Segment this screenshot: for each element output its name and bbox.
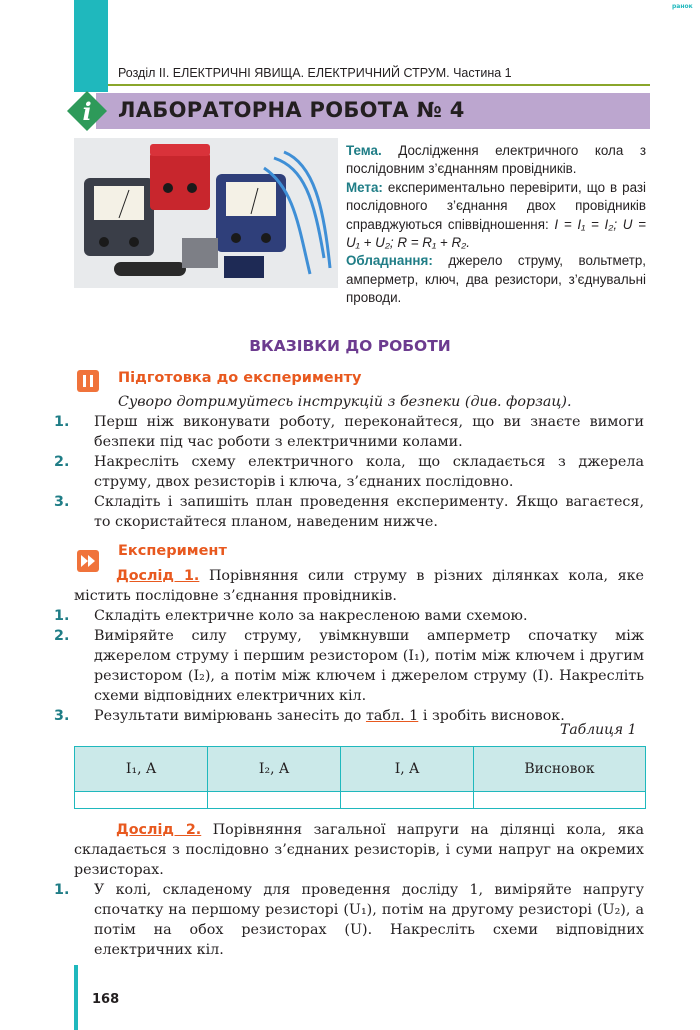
exp1-step: 1. Складіть електричне коло за накресленою вами схемою. (54, 608, 528, 624)
table-cell (208, 792, 341, 809)
goal-text: експериментально перевірити, що в разі послідовного з’єднання двох провідників справджуються співвідношення: (346, 179, 646, 232)
info-icon-glyph: i (82, 97, 92, 126)
topic-label: Тема. (346, 143, 382, 158)
prep-text (54, 392, 644, 532)
lab-info-block (346, 142, 646, 308)
publisher-logo: ранок (672, 3, 693, 10)
prep-step: 1. Перш ніж виконувати роботу, переконайтеся, що ви знаєте вимоги безпеки під час роботи з електричними колами. (54, 414, 644, 450)
experiment-2-text (54, 820, 645, 960)
goal-label: Мета: (346, 179, 383, 195)
safety-note: Суворо дотримуйтесь інструкцій з безпеки (див. форзац). (118, 394, 572, 410)
instructions-title: ВКАЗІВКИ ДО РОБОТИ (249, 337, 451, 355)
page-number: 168 (92, 992, 120, 1007)
header-divider (108, 84, 650, 86)
table-header-cell: Висновок (474, 747, 646, 792)
experiment-1-text (54, 566, 645, 726)
experiment-1-label: Дослід 1. (116, 568, 200, 584)
topic-text: Дослідження електричного кола з послідовним з’єднанням провідників. (346, 143, 646, 177)
table-cell (75, 792, 208, 809)
experiment-heading: Експеримент (118, 543, 227, 559)
exp1-step: 2. Виміряйте силу струму, увімкнувши амперметр спочатку між джерелом струму і першим резистором (I₁), потім між ключем і другим резистором (I₂), а потім між ключем і джерелом струму (I). Накресліть схеми відповідних електричних кіл. (54, 628, 644, 704)
exp1-step: 3. Результати вимірювань занесіть до табл. 1 і зробіть висновок. (54, 708, 565, 724)
info-icon (66, 90, 108, 132)
table-cell (474, 792, 646, 809)
prep-step: 3. Складіть і запишіть план проведення експерименту. Якщо вагаєтеся, то скористайтеся планом, наведеним нижче. (54, 494, 644, 530)
table-caption: Таблиця 1 (560, 722, 637, 738)
table-reference-link[interactable]: табл. 1 (365, 708, 419, 724)
experiment-1-intro: Дослід 1. Порівняння сили струму в різних ділянках кола, яке містить послідовне з’єднання провідників. (74, 568, 645, 604)
equipment-text: джерело струму, вольтметр, амперметр, ключ, два резистори, з’єднувальні проводи. (346, 253, 646, 306)
table-header-cell: I₁, A (75, 747, 208, 792)
table-cell (341, 792, 474, 809)
equipment-label: Обладнання: (346, 253, 433, 269)
experiment-2-intro: Дослід 2. Порівняння загальної напруги на ділянці кола, яка складається з послідовно з’єднаних резисторів, і суми напруг на окремих резисторах. (74, 822, 645, 878)
table-row (75, 792, 646, 809)
side-color-bar (74, 0, 108, 92)
experiment-2-label: Дослід 2. (116, 822, 202, 838)
table-header-row (75, 747, 646, 792)
side-color-bar-bottom (74, 965, 78, 1030)
table-header-cell: I, A (341, 747, 474, 792)
formula: I = I₁ = I₂; U = U₁ + U₂; R = R₁ + R₂. (346, 216, 646, 251)
table-header-cell: I₂, A (208, 747, 341, 792)
exp2-step: 1. У колі, складеному для проведення досліду 1, виміряйте напругу спочатку на першому резисторі (U₁), потім на другому резисторі (U₂), а потім на обох резисторах (U). Накресліть схеми відповідних електричних кіл. (54, 882, 644, 958)
prep-heading: Підготовка до експерименту (118, 370, 362, 386)
lab-title: ЛАБОРАТОРНА РОБОТА № 4 (118, 98, 465, 122)
running-header: Розділ ІІ. ЕЛЕКТРИЧНІ ЯВИЩА. ЕЛЕКТРИЧНИЙ СТРУМ. Частина 1 (118, 66, 512, 80)
results-table (74, 746, 646, 809)
pause-icon (77, 370, 99, 392)
equipment-photo (74, 138, 338, 288)
prep-step: 2. Накресліть схему електричного кола, що складається з джерела струму, двох резисторів і ключа, з’єднаних послідовно. (54, 454, 644, 490)
